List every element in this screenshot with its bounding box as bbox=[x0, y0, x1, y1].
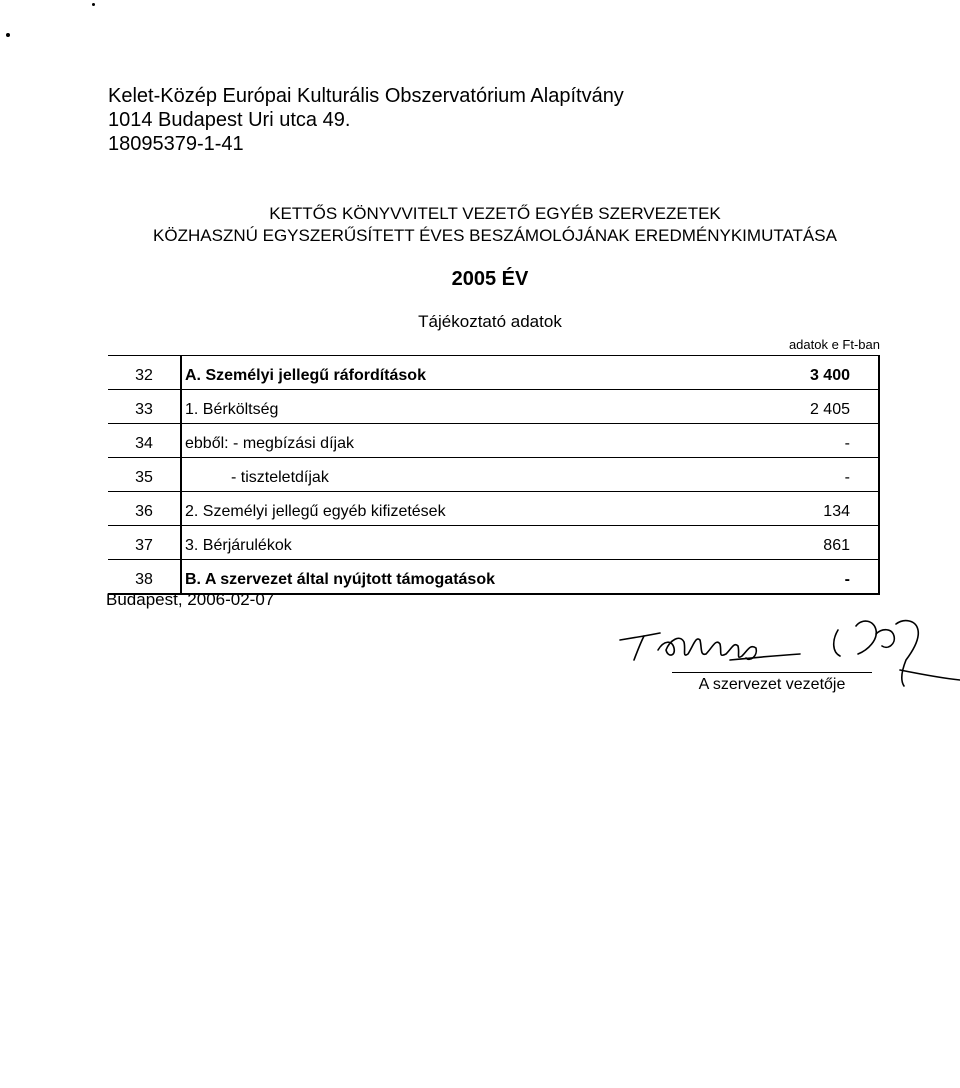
table-row bbox=[108, 390, 879, 424]
table-row bbox=[108, 458, 879, 492]
table-row bbox=[108, 526, 879, 560]
table-row bbox=[108, 424, 879, 458]
scan-speck bbox=[92, 3, 95, 6]
report-heading-line2: KÖZHASZNÚ EGYSZERŰSÍTETT ÉVES BESZÁMOLÓJÁNAK EREDMÉNYKIMUTATÁSA bbox=[153, 226, 837, 245]
row-number: 32 bbox=[108, 356, 181, 390]
row-number: 34 bbox=[108, 424, 181, 458]
row-value: - bbox=[700, 424, 879, 458]
row-label bbox=[181, 492, 700, 526]
table-row bbox=[108, 560, 879, 595]
row-number: 37 bbox=[108, 526, 181, 560]
row-label-text: - tiszteletdíjak bbox=[231, 469, 329, 486]
row-label-text: ebből: - megbízási díjak bbox=[185, 435, 354, 452]
row-label-text: A. Személyi jellegű ráfordítások bbox=[185, 367, 426, 384]
report-heading-line1: KETTŐS KÖNYVVITELT VEZETŐ EGYÉB SZERVEZETEK bbox=[269, 204, 721, 223]
table-row bbox=[108, 492, 879, 526]
row-label bbox=[181, 526, 700, 560]
place-and-date: Budapest, 2006-02-07 bbox=[106, 590, 275, 609]
row-number: 33 bbox=[108, 390, 181, 424]
row-label bbox=[181, 390, 700, 424]
row-label-text: 1. Bérköltség bbox=[185, 401, 279, 418]
row-value: 2 405 bbox=[700, 390, 879, 424]
row-value: 3 400 bbox=[700, 356, 879, 390]
row-label bbox=[181, 424, 700, 458]
row-number: 35 bbox=[108, 458, 181, 492]
row-label bbox=[181, 458, 700, 492]
organization-name: Kelet-Közép Európai Kulturális Obszervatórium Alapítvány bbox=[108, 85, 624, 107]
signature-line bbox=[672, 672, 872, 673]
unit-note: adatok e Ft-ban bbox=[788, 337, 880, 352]
row-label bbox=[181, 560, 700, 595]
row-value: 134 bbox=[700, 492, 879, 526]
report-subtitle: Tájékoztató adatok bbox=[418, 312, 562, 331]
row-value: - bbox=[700, 458, 879, 492]
row-label-text: 2. Személyi jellegű egyéb kifizetések bbox=[185, 503, 446, 520]
row-number: 36 bbox=[108, 492, 181, 526]
row-number: 38 bbox=[108, 560, 181, 595]
report-year: 2005 ÉV bbox=[451, 268, 529, 290]
row-label-text: B. A szervezet által nyújtott támogatások bbox=[185, 571, 495, 588]
row-value: - bbox=[700, 560, 879, 595]
signer-role: A szervezet vezetője bbox=[698, 676, 846, 693]
scan-speck bbox=[6, 33, 10, 37]
report-table bbox=[108, 355, 880, 595]
organization-address: 1014 Budapest Uri utca 49. bbox=[108, 109, 351, 131]
organization-block bbox=[108, 84, 624, 156]
row-label-text: 3. Bérjárulékok bbox=[185, 537, 292, 554]
row-label bbox=[181, 356, 700, 390]
organization-tax-id: 18095379-1-41 bbox=[108, 133, 244, 155]
row-value: 861 bbox=[700, 526, 879, 560]
table-row bbox=[108, 356, 879, 390]
